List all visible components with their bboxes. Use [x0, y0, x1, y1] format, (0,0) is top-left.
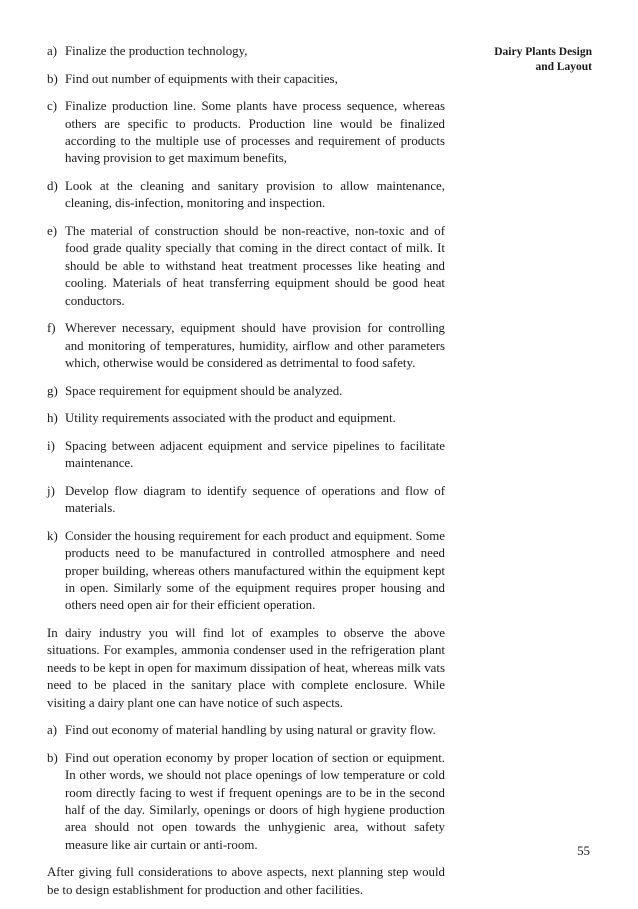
requirements-list — [47, 43, 445, 615]
list-marker: g) — [47, 383, 58, 398]
list-marker: c) — [47, 99, 58, 114]
list-marker: d) — [47, 179, 58, 193]
list-item-g — [47, 383, 445, 400]
list-marker: e) — [47, 224, 58, 238]
list-item-e — [47, 223, 445, 310]
list-item-text: Consider the housing requirement for each product and equipment. Some products need to be manufactured in controlled atmosphere and need proper building, whereas others manufactured within the equipment kept in open. Similarly some of the equipment requires proper housing and others need open air for their efficient operation. — [65, 528, 445, 613]
list-item-f — [47, 320, 445, 372]
list-item-text: Find out operation economy by proper location of section or equipment. In other words, we should not place openings of low temperature or cold room directly facing to west if frequent openings are to be in the second half of the day. Similarly, openings or doors of high hygiene production area should not open towards the unhygienic area, without safety measure like air curtain or anti-room. — [65, 750, 445, 852]
running-header — [494, 45, 592, 75]
list-item-text: Finalize production line. Some plants have process sequence, whereas others are specific to products. Production line would be finalized according to the multiple use of processes and requirement of products having provision to get maximum benefits, — [65, 99, 445, 166]
list-marker: h) — [47, 411, 58, 426]
list-item-text: Finalize the production technology, — [65, 44, 248, 58]
list-item-a — [47, 43, 445, 60]
list-item-text: Develop flow diagram to identify sequence of operations and flow of materials. — [65, 483, 445, 516]
list-item-a — [47, 722, 445, 739]
list-item-text: The material of construction should be non-reactive, non-toxic and of food grade quality specially that coming in the direct contact of milk. It should be able to withstand heat treatment processes like heating and cooling. Materials of heat transferring equipment should be good heat conductors. — [65, 224, 445, 308]
list-marker: b) — [47, 71, 58, 86]
list-item-text: Look at the cleaning and sanitary provision to allow maintenance, cleaning, dis-infection, monitoring and inspection. — [65, 179, 445, 211]
list-item-text: Find out number of equipments with their capacities, — [65, 71, 338, 86]
list-marker: i) — [47, 438, 55, 453]
list-item-k — [47, 528, 445, 615]
running-header-line-2: and Layout — [535, 61, 592, 73]
list-item-text: Find out economy of material handling by using natural or gravity flow. — [65, 723, 436, 738]
list-item-h — [47, 410, 445, 427]
list-item-d — [47, 178, 445, 213]
list-item-text: Wherever necessary, equipment should have provision for controlling and monitoring of temperatures, humidity, airflow and other parameters which, otherwise would be considered as detrimental to food safety. — [65, 321, 445, 371]
list-item-text: Space requirement for equipment should be analyzed. — [65, 383, 343, 398]
list-item-text: Spacing between adjacent equipment and service pipelines to facilitate maintenance. — [65, 438, 445, 471]
list-item-i — [47, 438, 445, 473]
list-item-j — [47, 483, 445, 518]
list-marker: k) — [47, 528, 58, 543]
list-marker: j) — [47, 483, 55, 498]
page-number: 55 — [577, 844, 590, 858]
list-marker: a) — [47, 44, 58, 58]
dairy-examples-paragraph: In dairy industry you will find lot of examples to observe the above situations. For examples, ammonia condenser used in the refrigeration plant needs to be kept in open for maximum dissipation of heat, whereas milk vats need to be placed in the sanitary place with complete enclosure. While visiting a dairy plant one can have notice of such aspects. — [47, 626, 445, 710]
body-text — [47, 43, 445, 909]
list-marker: a) — [47, 723, 58, 738]
list-item-c — [47, 98, 445, 168]
list-marker: b) — [47, 750, 58, 765]
list-item-b — [47, 71, 445, 88]
list-marker: f) — [47, 321, 56, 336]
economy-list — [47, 722, 445, 854]
closing-paragraph: After giving full considerations to above aspects, next planning step would be to design establishment for production and other facilities. — [47, 865, 445, 897]
running-header-line-1: Dairy Plants Design — [494, 46, 592, 58]
list-item-text: Utility requirements associated with the product and equipment. — [65, 411, 396, 426]
list-item-b — [47, 750, 445, 854]
